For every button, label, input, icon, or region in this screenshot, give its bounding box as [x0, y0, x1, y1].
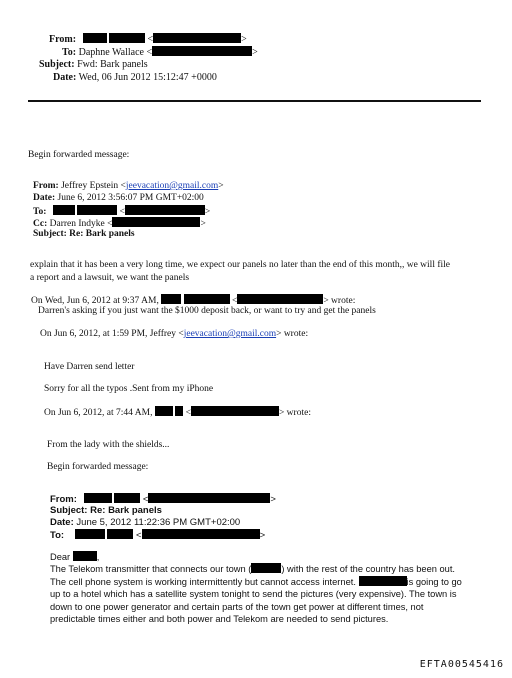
quote1-intro: On Wed, Jun 6, 2012 at 9:37 AM, < > wrote: — [31, 296, 356, 306]
msg1-date-line: Date: June 6, 2012 3:56:07 PM GMT+02:00 — [33, 193, 204, 203]
header-date-line — [53, 72, 217, 83]
redaction — [109, 33, 145, 43]
redaction — [175, 406, 183, 416]
redaction — [84, 493, 112, 503]
forward-intro-2: Begin forwarded message: — [47, 462, 149, 472]
redaction — [153, 33, 241, 43]
redaction — [83, 33, 107, 43]
date-value: Wed, 06 Jun 2012 15:12:47 +0000 — [78, 72, 217, 83]
document-id: EFTA00545416 — [419, 659, 504, 670]
msg2-from-line: From: < > — [50, 494, 276, 505]
redaction — [161, 294, 181, 304]
email-link[interactable]: jeevacation@gmail.com — [125, 181, 219, 191]
redaction — [112, 217, 200, 227]
redaction — [142, 529, 260, 539]
redaction — [184, 294, 230, 304]
msg1-to-line: To: < > — [33, 207, 211, 217]
msg2-to-line: To: < > — [50, 530, 266, 541]
shields-line: From the lady with the shields... — [47, 440, 170, 450]
subject-value: Fwd: Bark panels — [77, 59, 148, 70]
header-divider — [28, 100, 481, 102]
msg1-subject-line: Subject: Re: Bark panels — [33, 229, 135, 239]
redaction — [75, 529, 105, 539]
header-subject-line — [39, 59, 148, 70]
redaction — [53, 205, 75, 215]
redaction — [148, 493, 270, 503]
email-link[interactable]: jeevacation@gmail.com — [183, 329, 277, 339]
body-paragraph: explain that it has been a very long time, we expect our panels no later than the end of this month,, we will file a report and a lawsuit, we want the panels — [30, 260, 450, 283]
subject-label: Subject: — [39, 59, 75, 70]
reply-line-2: Sorry for all the typos .Sent from my iPhone — [44, 384, 214, 394]
quote1-text: Darren's asking if you just want the $1000 deposit back, or want to try and get the panels — [38, 306, 376, 316]
letter-greeting: Dear , — [50, 552, 100, 562]
redaction — [191, 406, 279, 416]
from-label: From: — [49, 34, 77, 45]
redaction — [125, 205, 205, 215]
msg1-cc-line: Cc: Darren Indyke < > — [33, 219, 206, 229]
redaction — [107, 529, 133, 539]
redaction — [251, 563, 281, 573]
msg2-subject-line: Subject: Re: Bark panels — [50, 505, 162, 516]
reply-line-1: Have Darren send letter — [44, 362, 135, 372]
quote2-intro: On Jun 6, 2012, at 1:59 PM, Jeffrey <jeevacation@gmail.com> wrote: — [40, 329, 309, 339]
forward-intro: Begin forwarded message: — [28, 150, 130, 160]
redaction — [359, 576, 407, 586]
quote3-intro: On Jun 6, 2012, at 7:44 AM, < > wrote: — [44, 408, 311, 418]
redaction — [152, 46, 252, 56]
redaction — [114, 493, 140, 503]
redaction — [77, 205, 117, 215]
msg2-date-line: Date: June 5, 2012 11:22:36 PM GMT+02:00 — [50, 517, 241, 528]
to-name: Daphne Wallace < — [78, 47, 153, 58]
redaction — [155, 406, 173, 416]
to-label: To: — [62, 47, 77, 58]
header-from-line: From: < > — [49, 34, 247, 45]
redaction — [237, 294, 323, 304]
msg1-from-line: From: Jeffrey Epstein <jeevacation@gmail.com> — [33, 181, 224, 191]
redaction — [73, 551, 97, 561]
letter-body: The Telekom transmitter that connects our town ( ) with the rest of the country has been out. The cell phone system is working intermittently but cannot access internet. is going to go up to a hotel which has a satellite system tonight to send the pictures (very expensive). The town is down to one power generator and certain parts of the town get power at different times, not predictable times either and both power and Telekom are needed to send pictures. — [50, 564, 462, 625]
date-label: Date: — [53, 72, 77, 83]
header-to-line: To: Daphne Wallace < > — [62, 47, 258, 58]
